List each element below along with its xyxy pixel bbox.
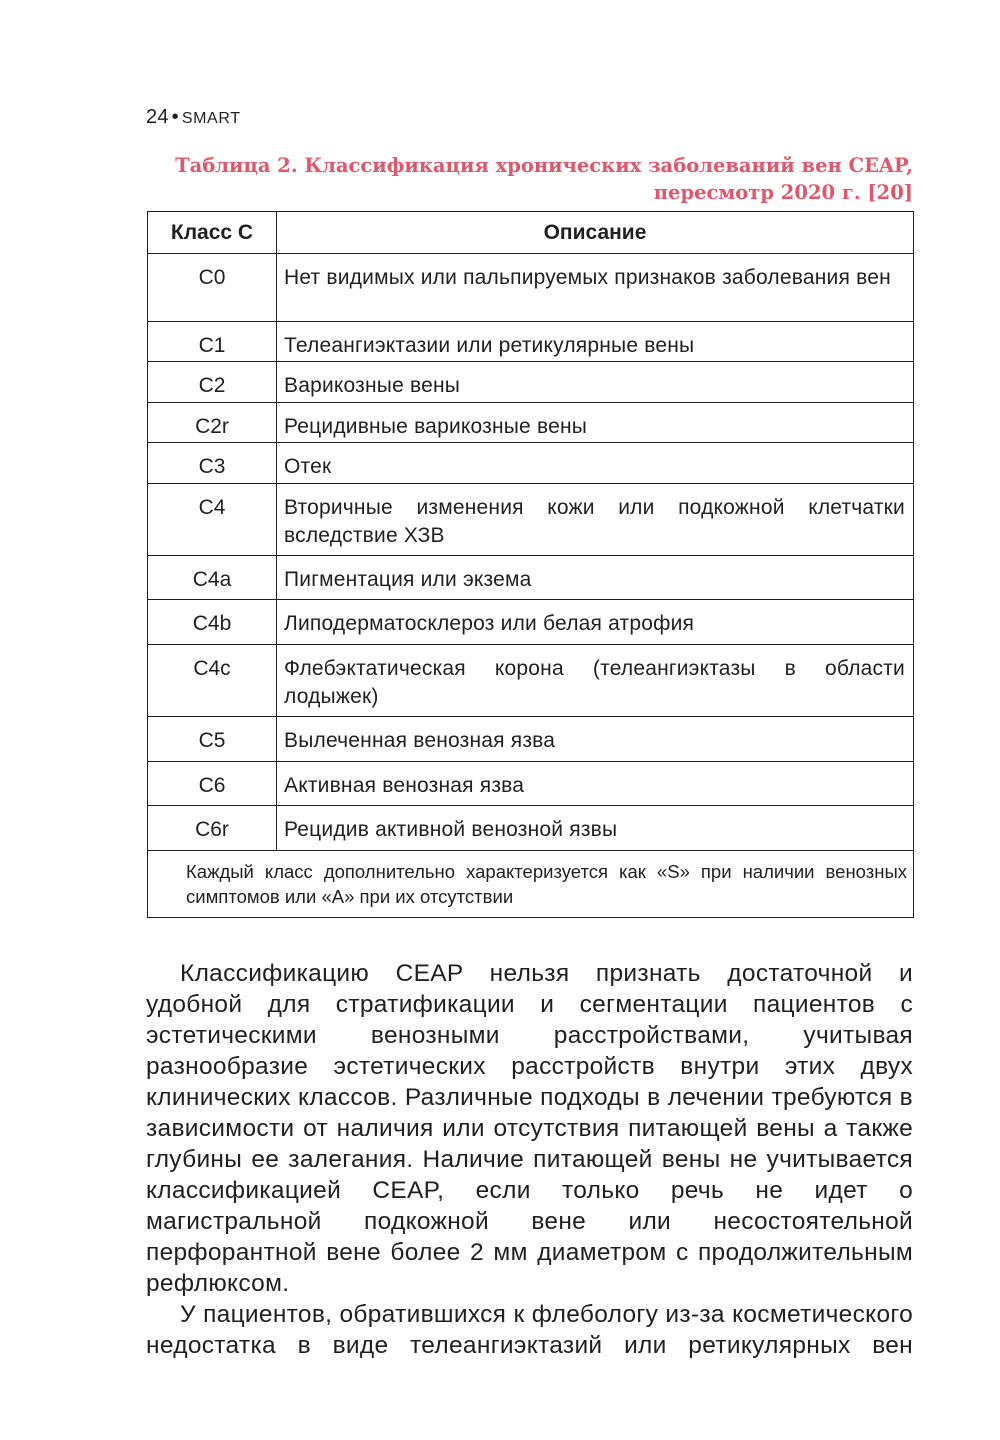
- table-caption-line-1: Таблица 2. Классификация хронических заболеваний вен CEAP,: [175, 154, 913, 177]
- description-cell: Рецидив активной венозной язвы: [277, 806, 914, 851]
- table-row: [148, 254, 914, 322]
- table-row: [148, 762, 914, 806]
- page-number: 24: [146, 106, 169, 128]
- description-cell: Вторичные изменения кожи или подкожной клетчатки вследствие ХЗВ: [277, 484, 914, 556]
- ceap-table: [147, 211, 914, 918]
- paragraph: У пациентов, обратившихся к флебологу из-за косметического недостатка в виде телеангиэктазий или ретикулярных вен: [146, 1301, 913, 1359]
- description-cell: Флебэктатическая корона (телеангиэктазы в области лодыжек): [277, 645, 914, 717]
- running-header: [146, 106, 241, 129]
- description-cell: Варикозные вены: [277, 362, 914, 403]
- class-cell: C6r: [148, 806, 277, 851]
- class-cell: C1: [148, 322, 277, 362]
- table-row: [148, 362, 914, 403]
- table-row: [148, 806, 914, 851]
- table-row: [148, 484, 914, 556]
- class-cell: C2: [148, 362, 277, 403]
- description-cell: Вылеченная венозная язва: [277, 717, 914, 762]
- table-caption-line-2: пересмотр 2020 г. [20]: [653, 181, 913, 204]
- table-header-row: [148, 212, 914, 254]
- description-cell: Отек: [277, 443, 914, 484]
- class-cell: C0: [148, 254, 277, 322]
- description-cell: Телеангиэктазии или ретикулярные вены: [277, 322, 914, 362]
- column-header-class: Класс С: [148, 212, 277, 254]
- table-row: [148, 717, 914, 762]
- class-cell: C4a: [148, 556, 277, 600]
- class-cell: C2r: [148, 403, 277, 443]
- journal-name: SMART: [181, 110, 241, 127]
- description-cell: Активная венозная язва: [277, 762, 914, 806]
- table-row: [148, 600, 914, 645]
- header-bullet: •: [171, 106, 179, 128]
- class-cell: C4c: [148, 645, 277, 717]
- article-body: [146, 958, 913, 1361]
- table-note-row: [148, 851, 914, 918]
- table-row: [148, 645, 914, 717]
- description-cell: Рецидивные варикозные вены: [277, 403, 914, 443]
- class-cell: C3: [148, 443, 277, 484]
- table-caption: [146, 152, 913, 206]
- table-note: Каждый класс дополнительно характеризуется как «S» при наличии венозных симптомов или «А» при их отсутствии: [148, 851, 914, 918]
- class-cell: C5: [148, 717, 277, 762]
- class-cell: C6: [148, 762, 277, 806]
- class-cell: C4: [148, 484, 277, 556]
- description-cell: Пигментация или экзема: [277, 556, 914, 600]
- table-row: [148, 403, 914, 443]
- table-row: [148, 443, 914, 484]
- description-cell: Липодерматосклероз или белая атрофия: [277, 600, 914, 645]
- table-row: [148, 556, 914, 600]
- column-header-description: Описание: [277, 212, 914, 254]
- class-cell: C4b: [148, 600, 277, 645]
- description-cell: Нет видимых или пальпируемых признаков заболевания вен: [277, 254, 914, 322]
- table-row: [148, 322, 914, 362]
- paragraph: Классификацию CEAP нельзя признать достаточной и удобной для стратификации и сегментации пациентов с эстетическими венозными расстройствами, учитывая разнообразие эстетических расстройств внутри этих двух клинических классов. Различные подходы в лечении требуются в зависимости от наличия или отсутствия питающей вены а также глубины ее залегания. Наличие питающей вены не учитывается классификацией CEAP, если только речь не идет о магистральной подкожной вене или несостоятельной перфорантной вене более 2 мм диаметром с продолжительным рефлюксом.: [146, 960, 913, 1297]
